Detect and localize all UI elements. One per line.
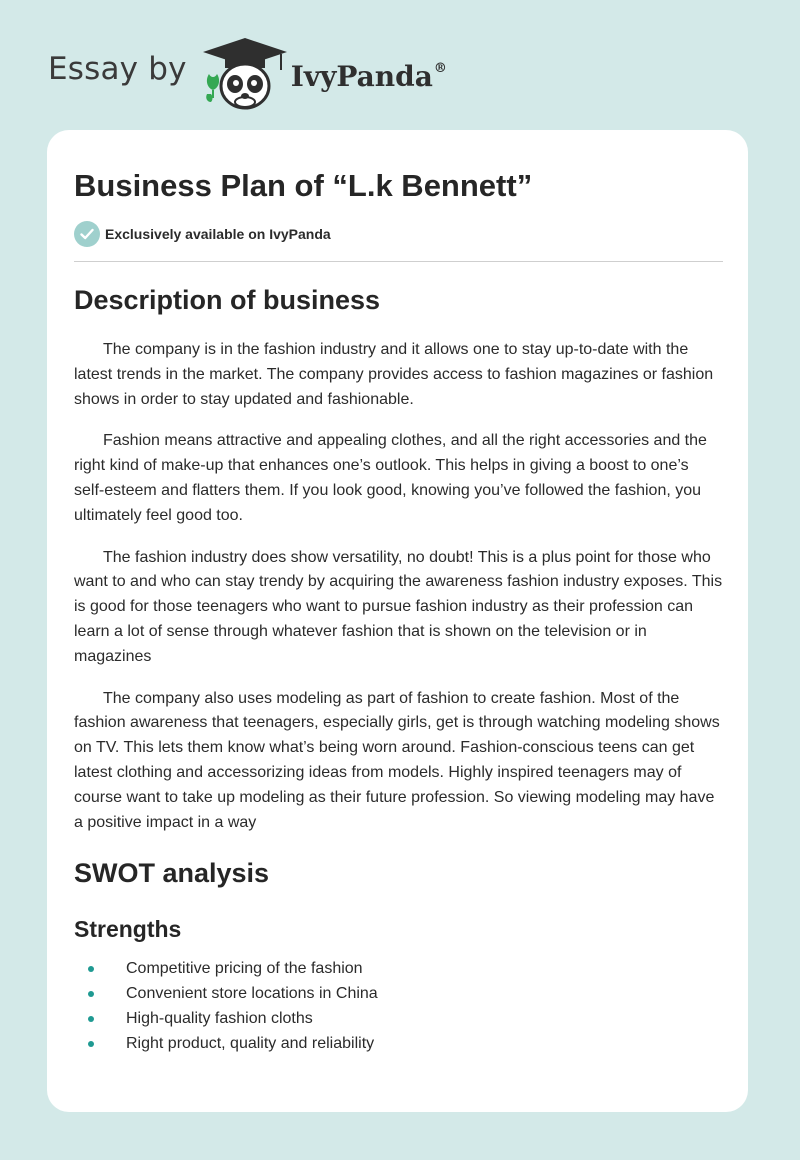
divider [74,261,723,262]
paragraph: The fashion industry does show versatility, no doubt! This is a plus point for those who want to and who can stay trendy by acquiring the awareness fashion industry exposes. This is good for those teenagers who want to pursue fashion industry as their profession can learn a lot of sense through whatever fashion that is shown on the television or in magazines [74,548,723,665]
strengths-list [74,956,723,1056]
article-body [74,283,723,1056]
paragraph: The company is in the fashion industry and it allows one to stay up-to-date with the latest trends in the market. The company provides access to fashion magazines or fashion shows in order to stay updated and fashionable. [74,341,714,408]
list-item: Convenient store locations in China [74,981,723,1006]
article-card [47,130,748,1112]
bullet-icon [88,966,94,972]
list-item: Competitive pricing of the fashion [74,956,723,981]
page-title: Business Plan of “L.k Bennett” [74,168,533,203]
exclusive-badge [74,221,331,247]
registered-mark: ® [433,60,447,76]
check-circle-icon [74,221,100,247]
subheading-strengths: Strengths [74,916,182,943]
site-header [48,36,447,112]
brand-name[interactable]: IvyPanda® [290,59,447,93]
list-item: Right product, quality and reliability [74,1031,723,1056]
paragraph: The company also uses modeling as part of fashion to create fashion. Most of the fashion awareness that teenagers, especially girls, get is through watching modeling shows on TV. This lets them know what’s being worn around. Fashion-conscious teens can get latest clothing and accessorizing ideas from models. Highly inspired teenagers may of course want to take up modeling as their future profession. So viewing modeling may have a positive impact in a way [74,689,720,831]
bullet-icon [88,1041,94,1047]
section-heading-description: Description of business [74,285,381,315]
section-heading-swot: SWOT analysis [74,858,270,889]
bullet-icon [88,1016,94,1022]
exclusive-label: Exclusively available on IvyPanda [105,226,331,242]
paragraph: Fashion means attractive and appealing clothes, and all the right accessories and the right kind of make-up that enhances one’s outlook. This helps in giving a boost to one’s self-esteem and flatters them. If you look good, knowing you’ve followed the fashion, you ultimately feel good too. [74,432,707,524]
list-item: High-quality fashion cloths [74,1006,723,1031]
ivypanda-logo-icon[interactable] [201,36,289,112]
bullet-icon [88,991,94,997]
essay-by-label: Essay by [48,51,187,87]
